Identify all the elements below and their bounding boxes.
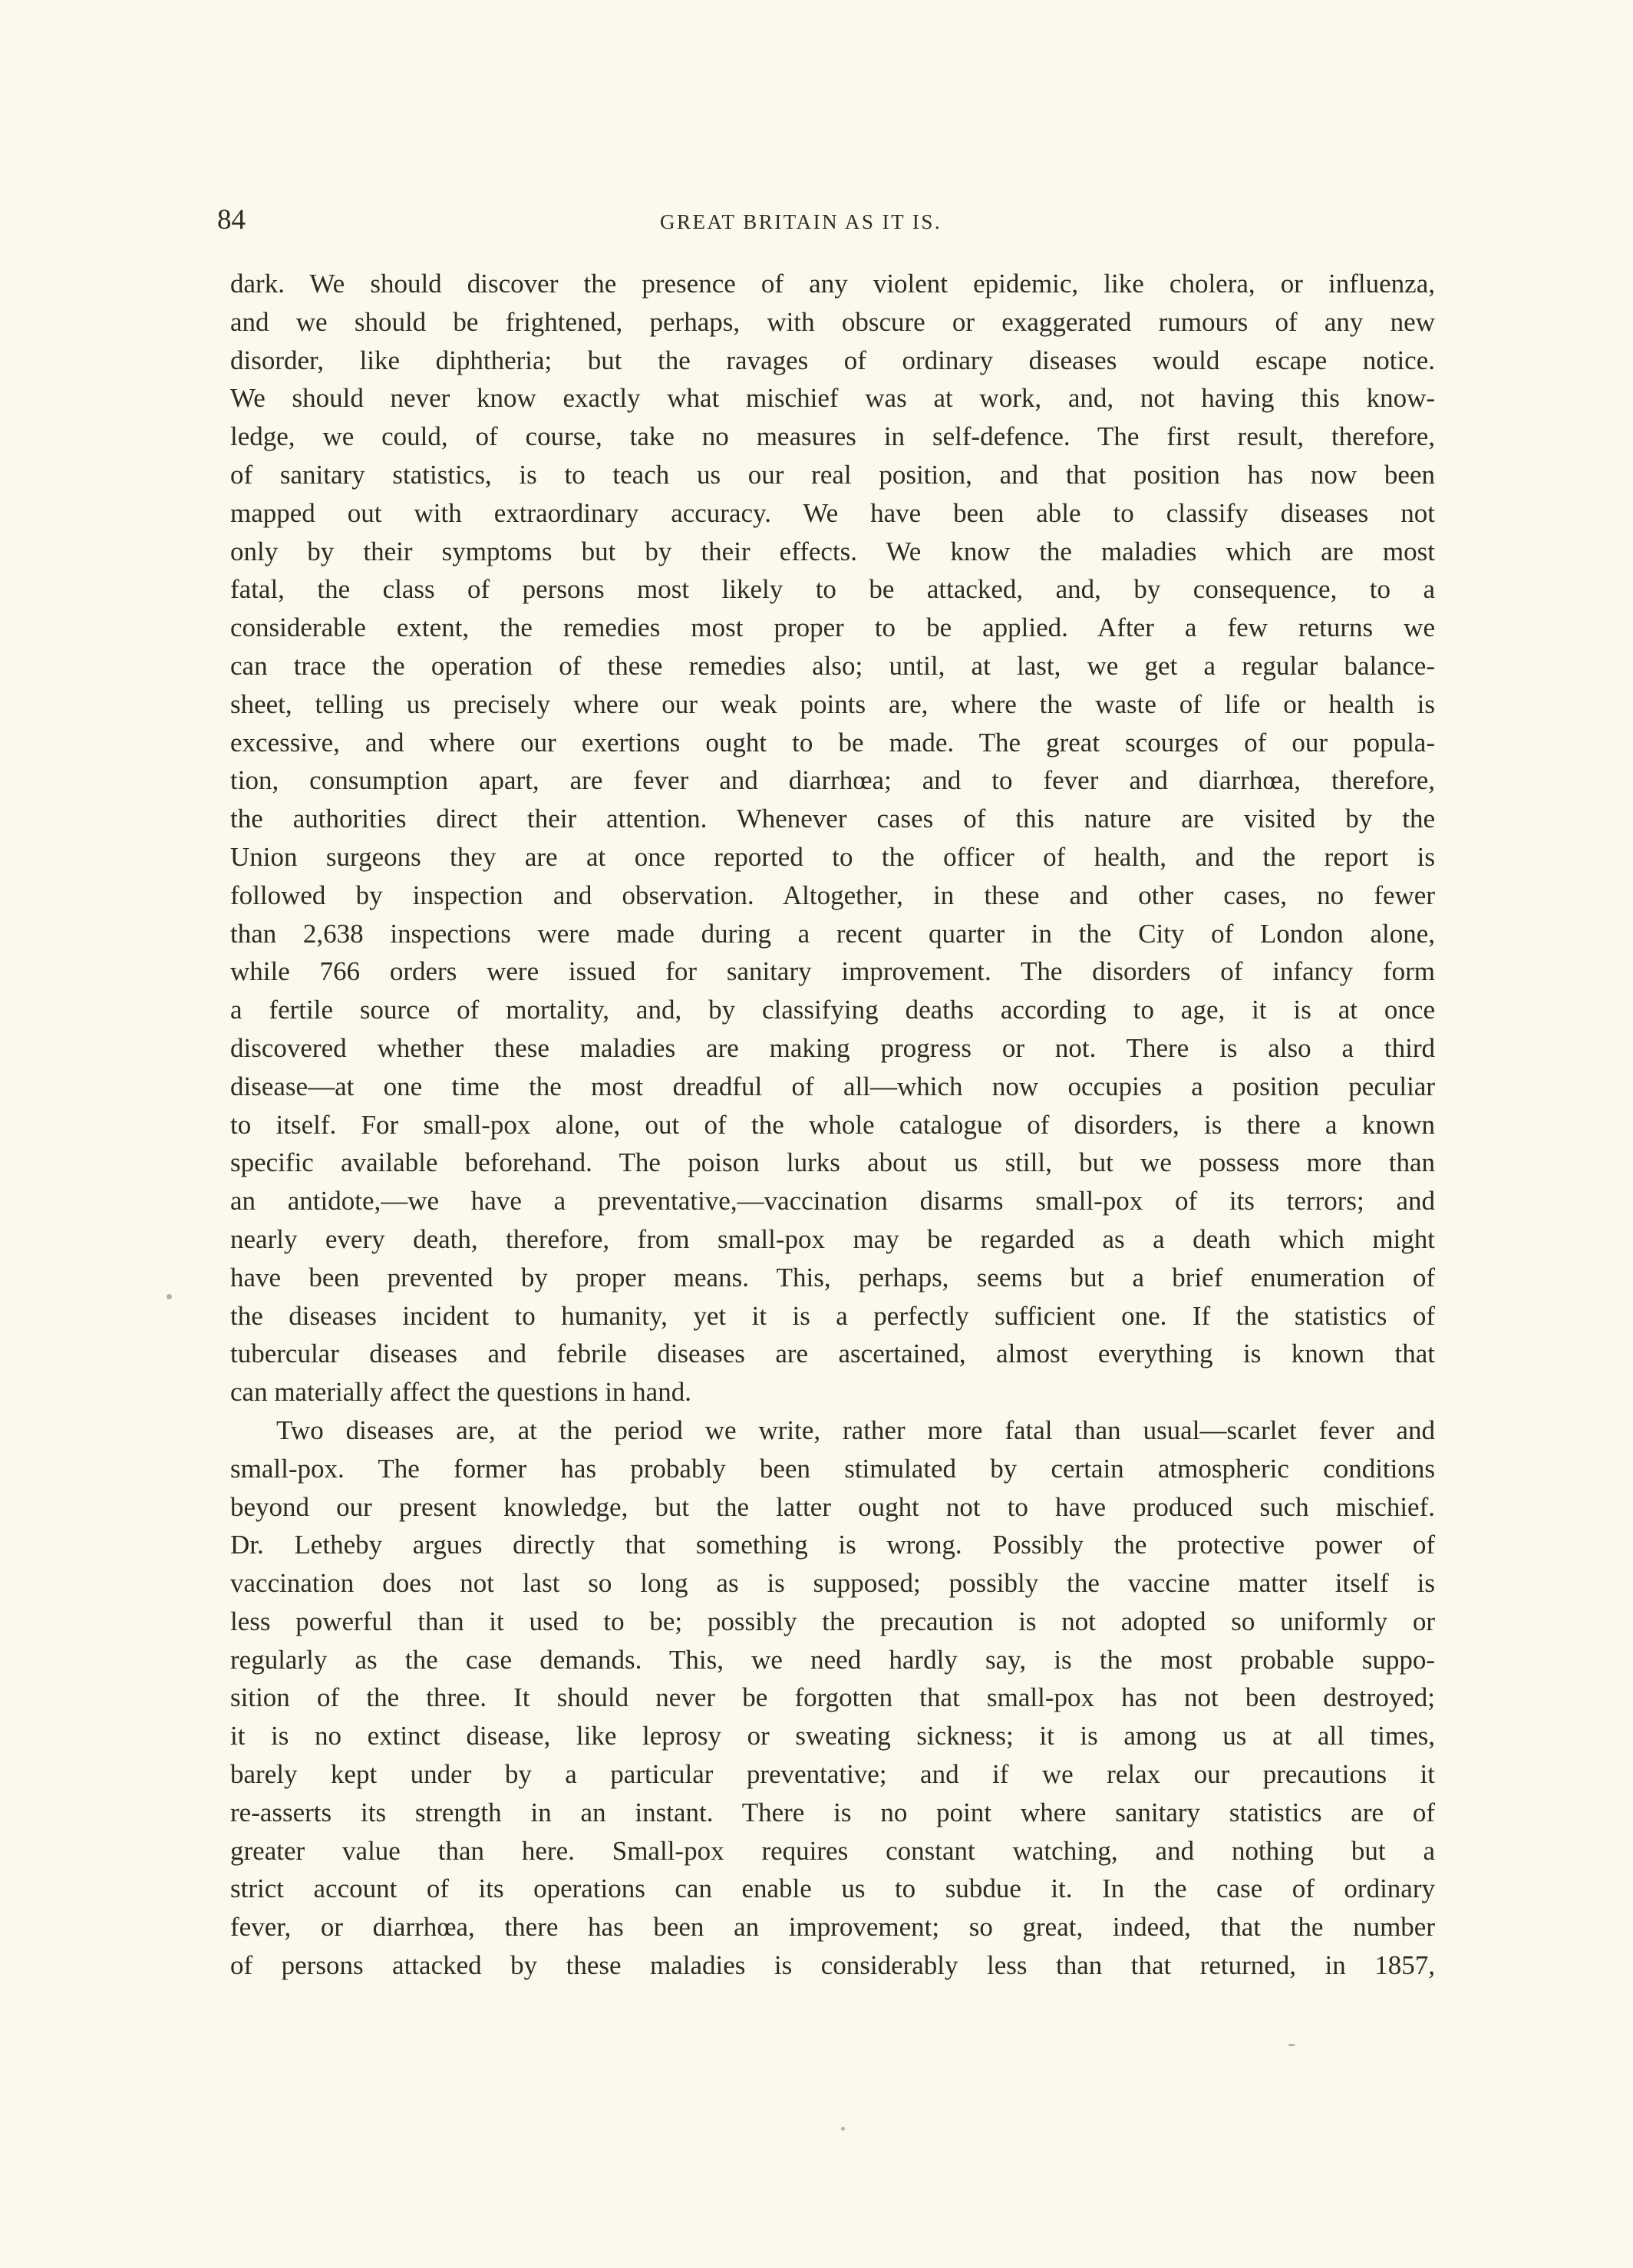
text-line: can trace the operation of these remedies also; until, at last, we get a regular balance- — [230, 650, 1435, 681]
text-line: specific available beforehand. The poison lurks about us still, but we possess more than — [230, 1147, 1435, 1178]
text-line: while 766 orders were issued for sanitary improvement. The disorders of infancy form — [230, 956, 1435, 987]
text-line: regularly as the case demands. This, we need hardly say, is the most probable suppo- — [230, 1644, 1435, 1675]
text-line: strict account of its operations can enable us to subdue it. In the case of ordinary — [230, 1873, 1435, 1904]
paragraph-first-line: Two diseases are, at the period we write, rather more fatal than usual—scarlet fever and — [276, 1415, 1435, 1445]
running-head: GREAT BRITAIN AS IT IS. — [660, 210, 942, 233]
text-line: tubercular diseases and febrile diseases are ascertained, almost everything is known that — [230, 1339, 1435, 1369]
text-line: tion, consumption apart, are fever and diarrhœa; and to fever and diarrhœa, therefore, — [230, 765, 1435, 796]
text-line: a fertile source of mortality, and, by classifying deaths according to age, it is at once — [230, 995, 1435, 1025]
text-line: nearly every death, therefore, from small-pox may be regarded as a death which might — [230, 1223, 1435, 1254]
text-line: to itself. For small-pox alone, out of the whole catalogue of disorders, is there a known — [230, 1109, 1435, 1140]
text-line: disorder, like diphtheria; but the ravages of ordinary diseases would escape notice. — [230, 345, 1435, 375]
text-line: beyond our present knowledge, but the latter ought not to have produced such mischief. — [230, 1491, 1435, 1522]
text-line: dark. We should discover the presence of any violent epidemic, like cholera, or influenza, — [230, 269, 1435, 299]
text-line: re-asserts its strength in an instant. There is no point where sanitary statistics are of — [230, 1797, 1435, 1827]
text-line: and we should be frightened, perhaps, with obscure or exaggerated rumours of any new — [230, 306, 1435, 337]
text-line: mapped out with extraordinary accuracy. We have been able to classify diseases not — [230, 497, 1435, 528]
text-line: Dr. Letheby argues directly that something is wrong. Possibly the protective power of — [230, 1530, 1435, 1560]
text-line: greater value than here. Small-pox requires constant watching, and nothing but a — [230, 1835, 1435, 1866]
text-line: considerable extent, the remedies most proper to be applied. After a few returns we — [230, 612, 1435, 643]
text-line: it is no extinct disease, like leprosy or sweating sickness; it is among us at all times, — [230, 1721, 1435, 1751]
text-line: Union surgeons they are at once reported to the officer of health, and the report is — [230, 841, 1435, 872]
text-line: than 2,638 inspections were made during a recent quarter in the City of London alone, — [230, 918, 1435, 949]
text-line: the authorities direct their attention. Whenever cases of this nature are visited by the — [230, 804, 1435, 834]
page-number: 84 — [217, 204, 246, 236]
text-line: fever, or diarrhœa, there has been an improvement; so great, indeed, that the number — [230, 1912, 1435, 1943]
text-line: disease—at one time the most dreadful of all—which now occupies a position peculiar — [230, 1071, 1435, 1101]
paper-speck — [1288, 2044, 1295, 2046]
text-line: of sanitary statistics, is to teach us our real position, and that position has now been — [230, 459, 1435, 490]
text-line: ledge, we could, of course, take no measures in self-defence. The first result, therefore, — [230, 421, 1435, 452]
paper-speck — [167, 1294, 172, 1299]
text-line: followed by inspection and observation. Altogether, in these and other cases, no fewer — [230, 880, 1435, 910]
text-line: of persons attacked by these maladies is considerably less than that returned, in 1857, — [230, 1950, 1435, 1981]
text-line: excessive, and where our exertions ought to be made. The great scourges of our popula- — [230, 727, 1435, 758]
text-line: sition of the three. It should never be forgotten that small-pox has not been destroyed; — [230, 1682, 1435, 1713]
text-line: have been prevented by proper means. This, perhaps, seems but a brief enumeration of — [230, 1262, 1435, 1292]
text-line: discovered whether these maladies are making progress or not. There is also a third — [230, 1032, 1435, 1063]
text-line: We should never know exactly what mischief was at work, and, not having this know- — [230, 383, 1435, 414]
paragraph-last-line: can materially affect the questions in hand. — [230, 1377, 691, 1408]
text-line: small-pox. The former has probably been stimulated by certain atmospheric conditions — [230, 1453, 1435, 1484]
text-line: less powerful than it used to be; possibly the precaution is not adopted so uniformly or — [230, 1606, 1435, 1636]
text-line: fatal, the class of persons most likely to be attacked, and, by consequence, to a — [230, 574, 1435, 605]
text-line: sheet, telling us precisely where our weak points are, where the waste of life or health is — [230, 688, 1435, 719]
paper-speck — [841, 2127, 845, 2131]
text-line: only by their symptoms but by their effects. We know the maladies which are most — [230, 536, 1435, 566]
text-line: the diseases incident to humanity, yet it is a perfectly sufficient one. If the statistics of — [230, 1300, 1435, 1331]
body-text — [230, 265, 1435, 1985]
text-line: vaccination does not last so long as is supposed; possibly the vaccine matter itself is — [230, 1568, 1435, 1599]
text-line: barely kept under by a particular preventative; and if we relax our precautions it — [230, 1759, 1435, 1790]
text-line: an antidote,—we have a preventative,—vaccination disarms small-pox of its terrors; and — [230, 1186, 1435, 1217]
